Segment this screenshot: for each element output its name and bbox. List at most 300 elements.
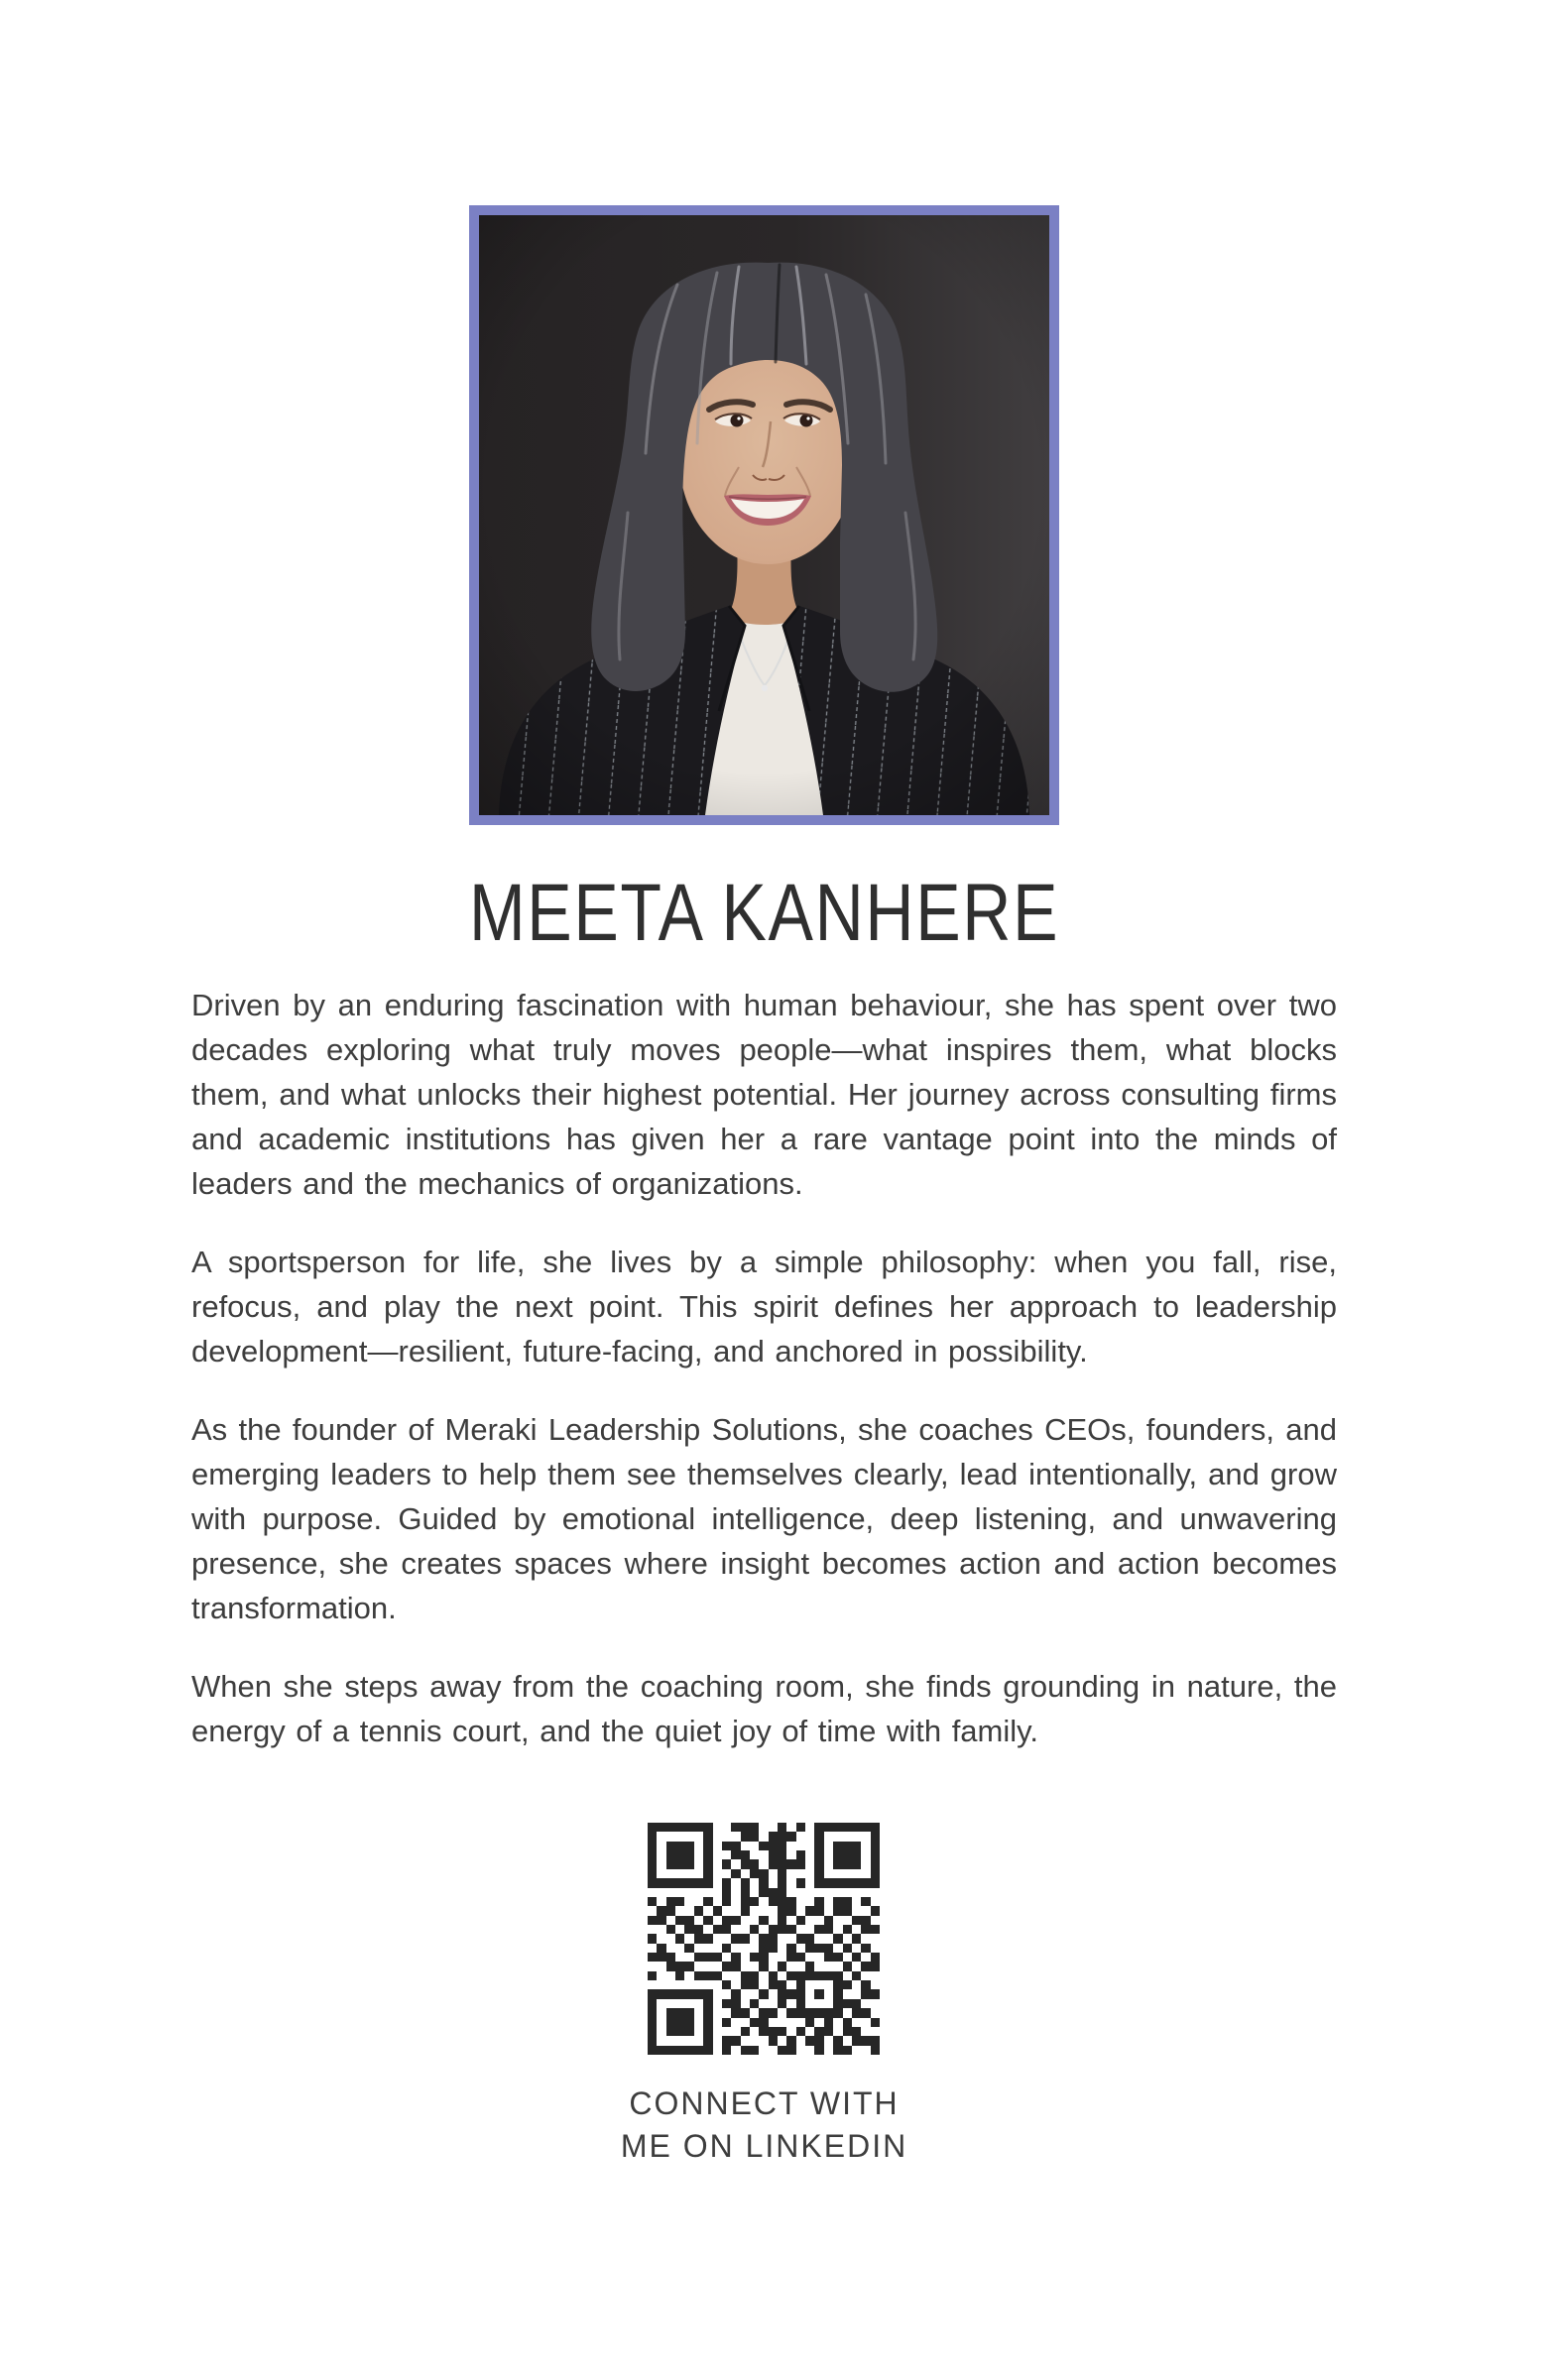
qr-module <box>750 2008 759 2017</box>
qr-module <box>703 1850 712 1859</box>
qr-module <box>786 1906 795 1915</box>
qr-module <box>684 1999 693 2008</box>
qr-module <box>852 1869 861 1878</box>
qr-module <box>741 1980 750 1989</box>
qr-module <box>824 1971 833 1980</box>
qr-module <box>657 2008 665 2017</box>
qr-module <box>722 1934 731 1943</box>
qr-module <box>666 1971 675 1980</box>
qr-module <box>750 1888 759 1897</box>
qr-module <box>769 2027 778 2036</box>
qr-module <box>684 1878 693 1887</box>
qr-module <box>759 1869 768 1878</box>
qr-module <box>871 1878 880 1887</box>
qr-module <box>861 1916 870 1925</box>
qr-module <box>786 1934 795 1943</box>
qr-module <box>703 2008 712 2017</box>
qr-module <box>778 1823 786 1832</box>
qr-module <box>741 1989 750 1998</box>
qr-module <box>703 1842 712 1850</box>
qr-module <box>703 1869 712 1878</box>
qr-module <box>666 2008 675 2017</box>
qr-module <box>675 1971 684 1980</box>
qr-module <box>703 1953 712 1962</box>
qr-module <box>750 1999 759 2008</box>
qr-module <box>833 1869 842 1878</box>
qr-module <box>796 2027 805 2036</box>
qr-module <box>684 1944 693 1953</box>
qr-module <box>713 1842 722 1850</box>
qr-module <box>694 1980 703 1989</box>
qr-module <box>722 1897 731 1906</box>
qr-module <box>786 1859 795 1868</box>
qr-module <box>703 1823 712 1832</box>
qr-module <box>814 1925 823 1934</box>
qr-module <box>750 1944 759 1953</box>
qr-module <box>843 1850 852 1859</box>
qr-module <box>731 1989 740 1998</box>
qr-module <box>722 1944 731 1953</box>
qr-module <box>778 1897 786 1906</box>
qr-module <box>703 2018 712 2027</box>
qr-module <box>666 1832 675 1841</box>
qr-module <box>731 2036 740 2045</box>
qr-module <box>703 1989 712 1998</box>
qr-module <box>796 1971 805 1980</box>
qr-module <box>796 1850 805 1859</box>
bio-paragraph-2: A sportsperson for life, she lives by a simple philosophy: when you fall, rise, refocus, and play the next point. This spirit defines her approach to leadership development—resilient, future-facing, and anchored in possibility. <box>191 1245 1337 1368</box>
qr-module <box>741 1869 750 1878</box>
qr-module <box>852 2027 861 2036</box>
qr-module <box>852 1916 861 1925</box>
qr-module <box>814 1842 823 1850</box>
qr-module <box>814 1916 823 1925</box>
qr-module <box>759 1953 768 1962</box>
qr-module <box>843 1823 852 1832</box>
qr-module <box>684 1953 693 1962</box>
qr-module <box>833 2018 842 2027</box>
qr-module <box>694 2036 703 2045</box>
qr-module <box>750 1842 759 1850</box>
qr-module <box>796 1888 805 1897</box>
qr-module <box>778 1944 786 1953</box>
qr-module <box>769 1916 778 1925</box>
qr-module <box>657 1916 665 1925</box>
qr-module <box>786 1823 795 1832</box>
qr-module <box>871 2008 880 2017</box>
qr-module <box>843 1971 852 1980</box>
qr-module <box>741 1859 750 1868</box>
qr-module <box>750 2018 759 2027</box>
qr-module <box>814 1832 823 1841</box>
qr-module <box>666 1897 675 1906</box>
author-name-text: MEETA KANHERE <box>468 868 1060 958</box>
qr-module <box>759 1925 768 1934</box>
qr-module <box>833 1944 842 1953</box>
qr-module <box>750 1989 759 1998</box>
qr-module <box>805 1971 814 1980</box>
qr-module <box>666 1916 675 1925</box>
qr-module <box>786 1953 795 1962</box>
qr-module <box>786 1888 795 1897</box>
qr-module <box>852 2046 861 2055</box>
qr-module <box>786 1971 795 1980</box>
qr-module <box>694 1859 703 1868</box>
qr-module <box>648 2027 657 2036</box>
qr-module <box>796 2008 805 2017</box>
qr-module <box>778 1962 786 1970</box>
qr-module <box>796 1842 805 1850</box>
qr-module <box>741 1944 750 1953</box>
qr-module <box>778 1906 786 1915</box>
qr-module <box>657 1859 665 1868</box>
qr-module <box>703 1971 712 1980</box>
qr-module <box>713 2046 722 2055</box>
qr-module <box>666 1878 675 1887</box>
qr-module <box>833 2027 842 2036</box>
qr-module <box>824 1989 833 1998</box>
qr-module <box>769 2046 778 2055</box>
qr-module <box>731 1999 740 2008</box>
qr-module <box>824 2046 833 2055</box>
qr-module <box>675 2008 684 2017</box>
qr-module <box>713 2008 722 2017</box>
qr-module <box>648 1897 657 1906</box>
qr-module <box>833 1823 842 1832</box>
qr-module <box>722 2008 731 2017</box>
qr-module <box>713 1823 722 1832</box>
qr-module <box>759 2027 768 2036</box>
qr-module <box>675 2036 684 2045</box>
qr-module <box>722 1953 731 1962</box>
qr-module <box>694 1925 703 1934</box>
qr-module <box>861 1888 870 1897</box>
qr-module <box>805 1916 814 1925</box>
qr-module <box>805 1842 814 1850</box>
qr-module <box>684 1971 693 1980</box>
qr-module <box>666 2046 675 2055</box>
qr-module <box>684 1916 693 1925</box>
qr-module <box>684 1962 693 1970</box>
qr-module <box>843 1878 852 1887</box>
qr-module <box>769 2008 778 2017</box>
qr-module <box>713 1850 722 1859</box>
qr-module <box>741 2018 750 2027</box>
qr-module <box>657 1925 665 1934</box>
qr-module <box>843 1989 852 1998</box>
qr-module <box>694 2027 703 2036</box>
qr-module <box>796 1897 805 1906</box>
qr-module <box>703 1980 712 1989</box>
qr-module <box>657 2018 665 2027</box>
qr-module <box>871 1980 880 1989</box>
qr-module <box>814 1823 823 1832</box>
qr-module <box>741 2027 750 2036</box>
qr-module <box>778 1832 786 1841</box>
qr-module <box>731 2018 740 2027</box>
qr-module <box>684 1869 693 1878</box>
qr-module <box>759 1859 768 1868</box>
qr-module <box>694 1832 703 1841</box>
qr-module <box>786 1989 795 1998</box>
qr-module <box>861 1944 870 1953</box>
qr-module <box>657 1999 665 2008</box>
qr-module <box>759 2018 768 2027</box>
qr-module <box>759 1832 768 1841</box>
qr-module <box>805 1832 814 1841</box>
qr-module <box>694 1823 703 1832</box>
qr-module <box>786 1842 795 1850</box>
qr-module <box>648 2008 657 2017</box>
qr-module <box>648 1906 657 1915</box>
qr-module <box>843 1869 852 1878</box>
qr-module <box>824 2036 833 2045</box>
qr-module <box>731 1842 740 1850</box>
qr-module <box>703 1934 712 1943</box>
qr-module <box>713 1989 722 1998</box>
qr-module <box>666 1989 675 1998</box>
qr-module <box>814 1953 823 1962</box>
qr-module <box>675 1925 684 1934</box>
qr-module <box>759 1897 768 1906</box>
qr-module <box>713 1869 722 1878</box>
qr-module <box>741 1850 750 1859</box>
qr-module <box>786 1916 795 1925</box>
qr-module <box>769 1999 778 2008</box>
qr-module <box>778 1850 786 1859</box>
qr-module <box>843 1962 852 1970</box>
qr-module <box>703 1859 712 1868</box>
qr-module <box>648 1878 657 1887</box>
qr-module <box>786 1897 795 1906</box>
qr-module <box>796 1878 805 1887</box>
qr-module <box>871 1888 880 1897</box>
qr-module <box>861 1934 870 1943</box>
qr-module <box>648 1925 657 1934</box>
qr-module <box>684 1823 693 1832</box>
qr-module <box>731 1859 740 1868</box>
qr-module <box>796 1953 805 1962</box>
qr-module <box>805 1989 814 1998</box>
qr-module <box>684 1859 693 1868</box>
qr-module <box>778 1925 786 1934</box>
qr-module <box>731 1934 740 1943</box>
qr-module <box>675 1888 684 1897</box>
author-photo <box>479 215 1049 815</box>
qr-module <box>778 1989 786 1998</box>
qr-module <box>852 1888 861 1897</box>
bio-paragraph-4: When she steps away from the coaching room, she finds grounding in nature, the energy of a tennis court, and the quiet joy of time with family. <box>191 1669 1337 1748</box>
qr-module <box>648 1842 657 1850</box>
qr-module <box>703 1888 712 1897</box>
qr-module <box>741 1916 750 1925</box>
qr-module <box>713 1906 722 1915</box>
qr-module <box>750 1859 759 1868</box>
qr-module <box>796 2046 805 2055</box>
qr-module <box>648 1980 657 1989</box>
qr-module <box>814 1999 823 2008</box>
qr-module <box>805 1897 814 1906</box>
qr-module <box>871 2018 880 2027</box>
qr-module <box>769 1888 778 1897</box>
qr-module <box>861 1999 870 2008</box>
qr-module <box>694 1888 703 1897</box>
qr-module <box>648 1859 657 1868</box>
qr-module <box>675 1916 684 1925</box>
qr-module <box>684 2046 693 2055</box>
qr-module <box>871 1916 880 1925</box>
qr-module <box>666 1869 675 1878</box>
qr-module <box>778 2008 786 2017</box>
qr-module <box>843 1888 852 1897</box>
qr-module <box>741 2046 750 2055</box>
qr-caption <box>191 2082 1337 2168</box>
qr-module <box>843 1897 852 1906</box>
qr-module <box>759 1888 768 1897</box>
qr-module <box>722 1989 731 1998</box>
qr-module <box>843 2027 852 2036</box>
qr-module <box>675 1878 684 1887</box>
qr-module <box>871 1850 880 1859</box>
qr-module <box>666 2036 675 2045</box>
qr-module <box>852 1953 861 1962</box>
qr-module <box>843 1934 852 1943</box>
qr-module <box>824 1925 833 1934</box>
qr-module <box>731 1850 740 1859</box>
qr-module <box>741 1888 750 1897</box>
qr-module <box>750 1897 759 1906</box>
qr-module <box>843 2046 852 2055</box>
qr-module <box>796 2036 805 2045</box>
qr-module <box>814 1934 823 1943</box>
bio-paragraph-3: As the founder of Meraki Leadership Solutions, she coaches CEOs, founders, and emerging leaders to help them see themselves clearly, lead intentionally, and grow with purpose. Guided by emotional intelligence, deep listening, and unwavering presence, she creates spaces where insight becomes action and action becomes transformation. <box>191 1412 1337 1625</box>
qr-module <box>657 2046 665 2055</box>
qr-module <box>684 1906 693 1915</box>
qr-module <box>778 1869 786 1878</box>
qr-module <box>852 2008 861 2017</box>
qr-module <box>675 1980 684 1989</box>
qr-module <box>843 1953 852 1962</box>
qr-module <box>722 1832 731 1841</box>
qr-module <box>675 1944 684 1953</box>
qr-module <box>871 1832 880 1841</box>
qr-module <box>741 1925 750 1934</box>
qr-module <box>778 1953 786 1962</box>
qr-module <box>694 1850 703 1859</box>
qr-module <box>666 2018 675 2027</box>
qr-module <box>852 1944 861 1953</box>
qr-module <box>657 1878 665 1887</box>
qr-module <box>814 1906 823 1915</box>
qr-module <box>861 2018 870 2027</box>
qr-module <box>852 1832 861 1841</box>
qr-module <box>833 2046 842 2055</box>
qr-module <box>833 1971 842 1980</box>
qr-module <box>814 1980 823 1989</box>
qr-module <box>786 2046 795 2055</box>
qr-module <box>814 1878 823 1887</box>
qr-module <box>759 1944 768 1953</box>
qr-module <box>833 1980 842 1989</box>
qr-module <box>786 2018 795 2027</box>
qr-module <box>805 1850 814 1859</box>
qr-module <box>814 1971 823 1980</box>
qr-module <box>769 1925 778 1934</box>
qr-module <box>796 1934 805 1943</box>
qr-module <box>824 1944 833 1953</box>
qr-module <box>722 2036 731 2045</box>
qr-module <box>675 1859 684 1868</box>
qr-module <box>805 1953 814 1962</box>
qr-module <box>796 1925 805 1934</box>
qr-module <box>796 1989 805 1998</box>
qr-module <box>684 1897 693 1906</box>
qr-module <box>713 1832 722 1841</box>
qr-module <box>786 2036 795 2045</box>
qr-module <box>750 1962 759 1970</box>
qr-module <box>769 1850 778 1859</box>
qr-module <box>843 1980 852 1989</box>
qr-module <box>852 1971 861 1980</box>
photo-vignette <box>479 215 1049 815</box>
qr-module <box>805 1888 814 1897</box>
qr-module <box>833 1897 842 1906</box>
qr-module <box>722 1916 731 1925</box>
qr-module <box>666 1925 675 1934</box>
qr-module <box>731 1888 740 1897</box>
qr-module <box>741 1962 750 1970</box>
qr-module <box>852 1850 861 1859</box>
qr-module <box>852 1897 861 1906</box>
qr-module <box>648 1971 657 1980</box>
qr-module <box>786 1832 795 1841</box>
qr-module <box>852 1823 861 1832</box>
qr-module <box>675 1934 684 1943</box>
qr-module <box>731 1897 740 1906</box>
qr-module <box>824 1850 833 1859</box>
qr-module <box>814 1850 823 1859</box>
qr-module <box>778 1888 786 1897</box>
qr-module <box>833 1962 842 1970</box>
qr-module <box>750 1980 759 1989</box>
qr-module <box>731 1971 740 1980</box>
qr-module <box>722 1888 731 1897</box>
qr-module <box>713 1916 722 1925</box>
qr-module <box>778 1859 786 1868</box>
qr-module <box>722 2018 731 2027</box>
qr-module <box>824 1897 833 1906</box>
qr-module <box>648 1934 657 1943</box>
qr-module <box>843 1859 852 1868</box>
qr-module <box>684 1925 693 1934</box>
qr-module <box>805 1999 814 2008</box>
qr-module <box>750 1906 759 1915</box>
qr-module <box>759 1906 768 1915</box>
qr-module <box>713 1878 722 1887</box>
qr-module <box>750 1850 759 1859</box>
qr-module <box>694 1842 703 1850</box>
qr-module <box>769 1823 778 1832</box>
qr-module <box>852 1842 861 1850</box>
qr-module <box>648 1823 657 1832</box>
qr-module <box>796 1906 805 1915</box>
qr-module <box>778 1916 786 1925</box>
qr-module <box>861 2027 870 2036</box>
qr-module <box>796 1944 805 1953</box>
qr-module <box>666 1944 675 1953</box>
qr-module <box>750 1823 759 1832</box>
qr-module <box>786 1869 795 1878</box>
